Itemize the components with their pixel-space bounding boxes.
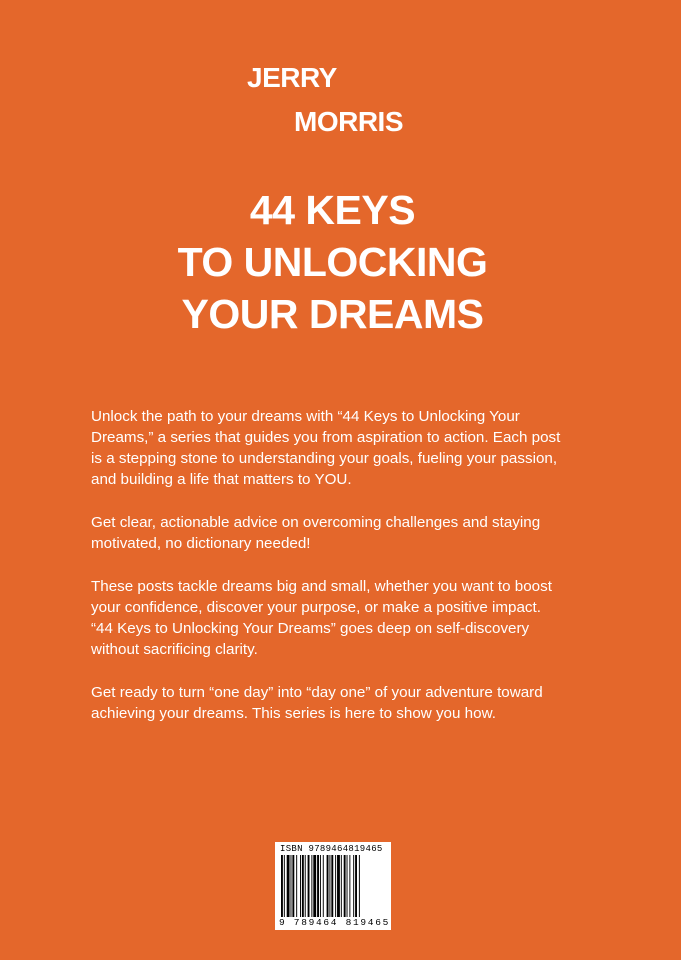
barcode-bar bbox=[349, 855, 350, 917]
blurb-paragraph: Get clear, actionable advice on overcoming challenges and staying motivated, no dictionary needed! bbox=[91, 514, 541, 552]
barcode-bar bbox=[292, 855, 294, 917]
barcode-bar bbox=[331, 855, 333, 917]
barcode-bar bbox=[308, 855, 310, 917]
book-title bbox=[0, 184, 665, 340]
barcode-bars bbox=[279, 855, 387, 917]
isbn-barcode bbox=[275, 842, 391, 930]
barcode-bar bbox=[335, 855, 336, 917]
barcode-bar bbox=[291, 855, 292, 917]
barcode-bar bbox=[284, 855, 285, 917]
barcode-bar bbox=[317, 855, 319, 917]
barcode-bar bbox=[281, 855, 283, 917]
barcode-bar bbox=[320, 855, 321, 917]
barcode-bar bbox=[313, 855, 316, 917]
barcode-bar bbox=[327, 855, 329, 917]
barcode-bar bbox=[329, 855, 330, 917]
barcode-bar bbox=[302, 855, 304, 917]
title-line: TO UNLOCKING bbox=[177, 239, 488, 285]
barcode-bar bbox=[300, 855, 301, 917]
author-first-name: JERRY bbox=[247, 62, 337, 93]
barcode-bar bbox=[359, 855, 360, 917]
barcode-bar bbox=[305, 855, 306, 917]
barcode-bar bbox=[344, 855, 346, 917]
author-last-name: MORRIS bbox=[294, 106, 403, 137]
back-cover-blurb bbox=[91, 406, 591, 746]
blurb-paragraph: These posts tackle dreams big and small, whether you want to boost your confidence, discover your purpose, or make a positive impact. “44 Keys to Unlocking Your Dreams” goes deep on self-discovery without sacrificing clarity. bbox=[91, 578, 552, 658]
barcode-bar bbox=[355, 855, 357, 917]
barcode-bar bbox=[337, 855, 340, 917]
barcode-bars-graphic bbox=[279, 855, 387, 917]
barcode-bar bbox=[341, 855, 342, 917]
barcode-bar bbox=[347, 855, 348, 917]
blurb-paragraph: Get ready to turn “one day” into “day one” of your adventure toward achieving your dreams. This series is here to show you how. bbox=[91, 684, 543, 722]
barcode-bar bbox=[287, 855, 290, 917]
barcode-bar bbox=[323, 855, 324, 917]
blurb-paragraph: Unlock the path to your dreams with “44 Keys to Unlocking Your Dreams,” a series that guides you from aspiration to action. Each post is a stepping stone to understanding your goals, fueling your passion, and building a life that matters to YOU. bbox=[91, 408, 561, 488]
isbn-label: ISBN 9789464819465 bbox=[280, 844, 383, 854]
barcode-bar bbox=[296, 855, 297, 917]
barcode-digits: 9 789464 819465 bbox=[279, 917, 391, 928]
barcode-bar bbox=[311, 855, 312, 917]
title-line: 44 KEYS bbox=[249, 187, 416, 233]
title-line: YOUR DREAMS bbox=[181, 291, 484, 337]
barcode-bar bbox=[353, 855, 354, 917]
